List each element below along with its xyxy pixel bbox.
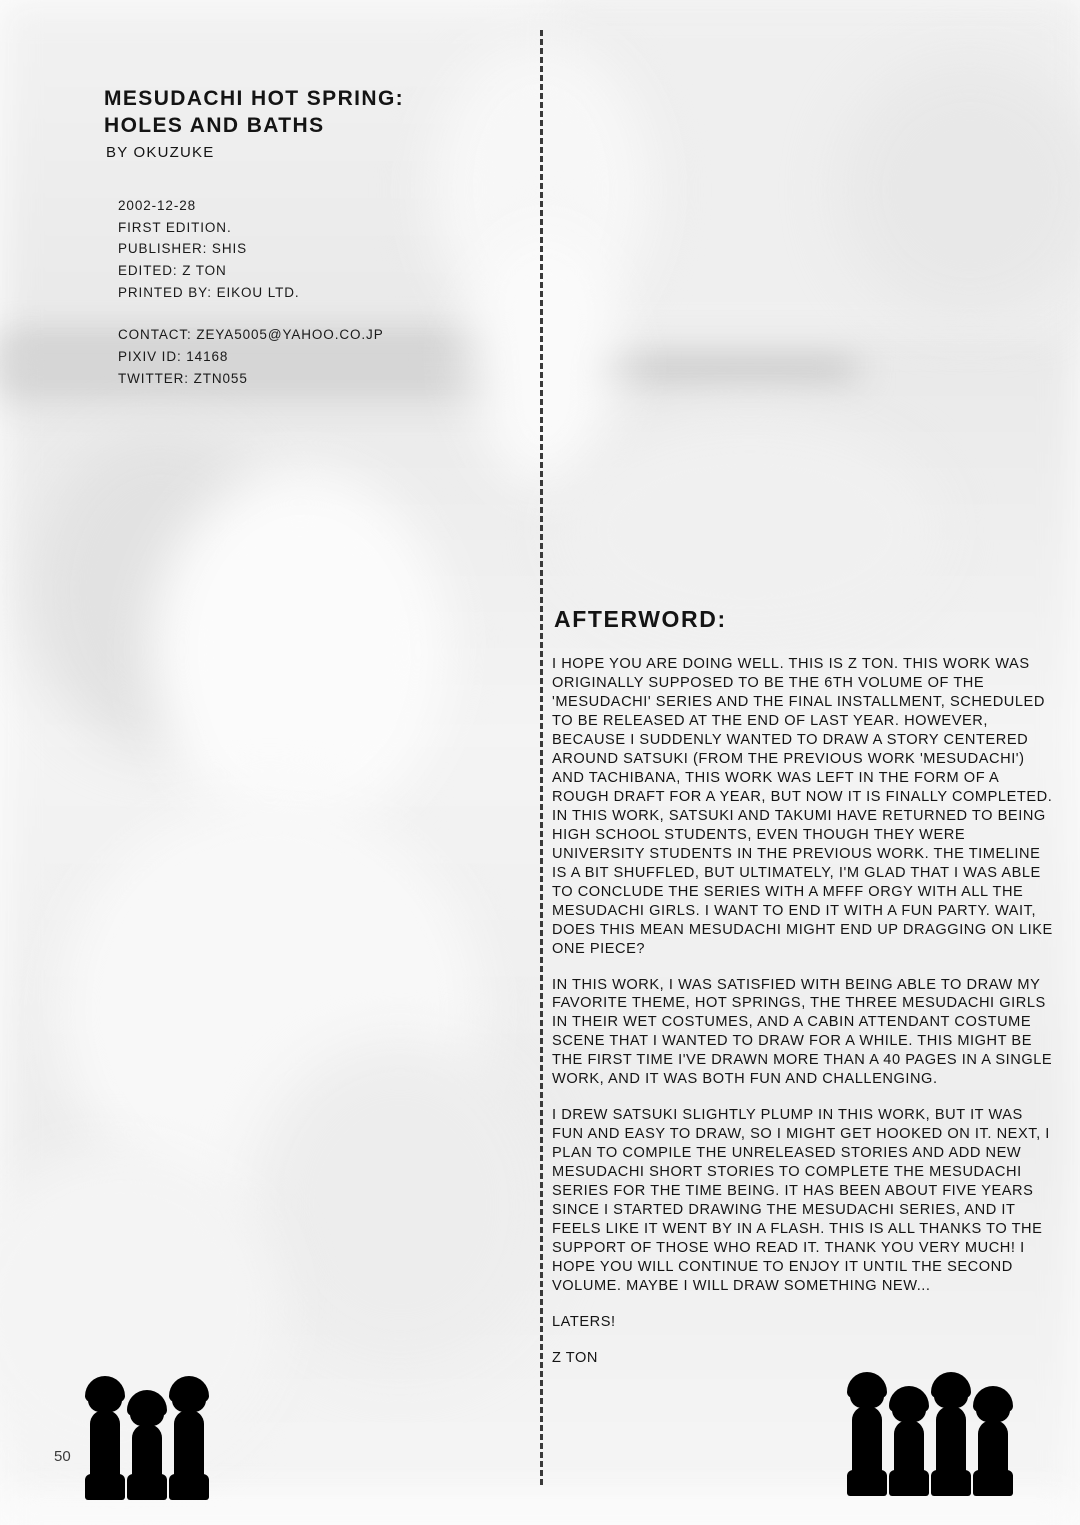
afterword-paragraph: IN THIS WORK, I WAS SATISFIED WITH BEING ABLE TO DRAW MY FAVORITE THEME, HOT SPRINGS, THE THREE MESUDACHI GIRLS IN THEIR WET COSTUMES, AND A CABIN ATTENDANT COSTUME SCENE THAT I WANTED TO DRAW FOR A WHILE. THIS MIGHT BE THE FIRST TIME I'VE DRAWN MORE THAN A 40 PAGES IN A SINGLE WORK, AND IT WAS BOTH FUN AND CHALLENGING. — [552, 976, 1053, 1088]
afterword-paragraph: I DREW SATSUKI SLIGHTLY PLUMP IN THIS WORK, BUT IT WAS FUN AND EASY TO DRAW, SO I MIGHT GET HOOKED ON IT. NEXT, I PLAN TO COMPILE THE UNRELEASED STORIES AND ADD NEW MESUDACHI SHORT STORIES TO COMPLETE THE MESUDACHI SERIES FOR THE TIME BEING. IT HAS BEEN ABOUT FIVE YEARS SINCE I STARTED DRAWING THE MESUDACHI SERIES, AND IT FEELS LIKE IT WENT BY IN A FLASH. THIS IS ALL THANKS TO THE SUPPORT OF THOSE WHO READ IT. THANK YOU VERY MUCH! I HOPE YOU WILL CONTINUE TO ENJOY IT UNTIL THE SECOND VOLUME. MAYBE I WILL DRAW SOMETHING NEW... — [552, 1107, 1050, 1295]
chibi-silhouette-icon — [930, 1378, 972, 1496]
contact-email: CONTACT: ZEYA5005@YAHOO.CO.JP — [118, 327, 384, 343]
afterword-signoff: LATERS! — [552, 1314, 616, 1330]
publication-date: 2002-12-28 — [118, 197, 197, 213]
chibi-silhouette-icon — [84, 1382, 126, 1500]
publisher: PUBLISHER: SHIS — [118, 241, 248, 257]
publication-edition: FIRST EDITION. — [118, 219, 232, 235]
chibi-silhouette-icon — [974, 1392, 1012, 1496]
chibi-silhouette-group-left — [84, 1382, 210, 1500]
chibi-silhouette-icon — [168, 1382, 210, 1500]
twitter-handle: TWITTER: ZTN055 — [118, 370, 248, 386]
printer: PRINTED BY: EIKOU LTD. — [118, 285, 300, 301]
afterword-paragraph: I HOPE YOU ARE DOING WELL. THIS IS Z TON. THIS WORK WAS ORIGINALLY SUPPOSED TO BE THE 6TH VOLUME OF THE 'MESUDACHI' SERIES AND THE FINAL INSTALLMENT, SCHEDULED TO BE RELEASED AT THE END OF LAST YEAR. HOWEVER, BECAUSE I SUDDENLY WANTED TO DRAW A STORY CENTERED AROUND SATSUKI (FROM THE PREVIOUS WORK 'MESUDACHI') AND TACHIBANA, THIS WORK WAS LEFT IN THE FORM OF A ROUGH DRAFT FOR A YEAR, BUT NOW IT IS FINALLY COMPLETED. IN THIS WORK, SATSUKI AND TAKUMI HAVE RETURNED TO BEING HIGH SCHOOL STUDENTS, EVEN THOUGH THEY WERE UNIVERSITY STUDENTS IN THE PREVIOUS WORK. THE TIMELINE IS A BIT SHUFFLED, BUT ULTIMATELY, I'M GLAD THAT I WAS ABLE TO CONCLUDE THE SERIES WITH A MFFF ORGY WITH ALL THE MESUDACHI GIRLS. I WANT TO END IT WITH A FUN PARTY. WAIT, DOES THIS MEAN MESUDACHI MIGHT END UP DRAGGING ON LIKE ONE PIECE? — [552, 656, 1053, 957]
afterword-signature: Z TON — [552, 1349, 598, 1366]
colophon-block — [104, 86, 504, 390]
page-divider — [540, 30, 543, 1485]
editor: EDITED: Z TON — [118, 263, 227, 279]
pixiv-id: PIXIV ID: 14168 — [118, 348, 229, 364]
chibi-silhouette-icon — [890, 1392, 928, 1496]
page-title — [104, 86, 504, 140]
chibi-silhouette-icon — [846, 1378, 888, 1496]
title-line-2: HOLES AND BATHS — [104, 113, 325, 137]
title-line-1: MESUDACHI HOT SPRING: — [104, 87, 405, 110]
page-number: 50 — [54, 1448, 71, 1465]
publication-details — [118, 195, 504, 304]
afterword-heading: AFTERWORD: — [554, 606, 727, 632]
contact-details — [118, 324, 504, 390]
chibi-silhouette-group-right — [846, 1378, 1012, 1496]
author-byline: BY OKUZUKE — [106, 143, 215, 161]
chibi-silhouette-icon — [128, 1396, 166, 1500]
afterword-block — [552, 606, 1056, 1368]
